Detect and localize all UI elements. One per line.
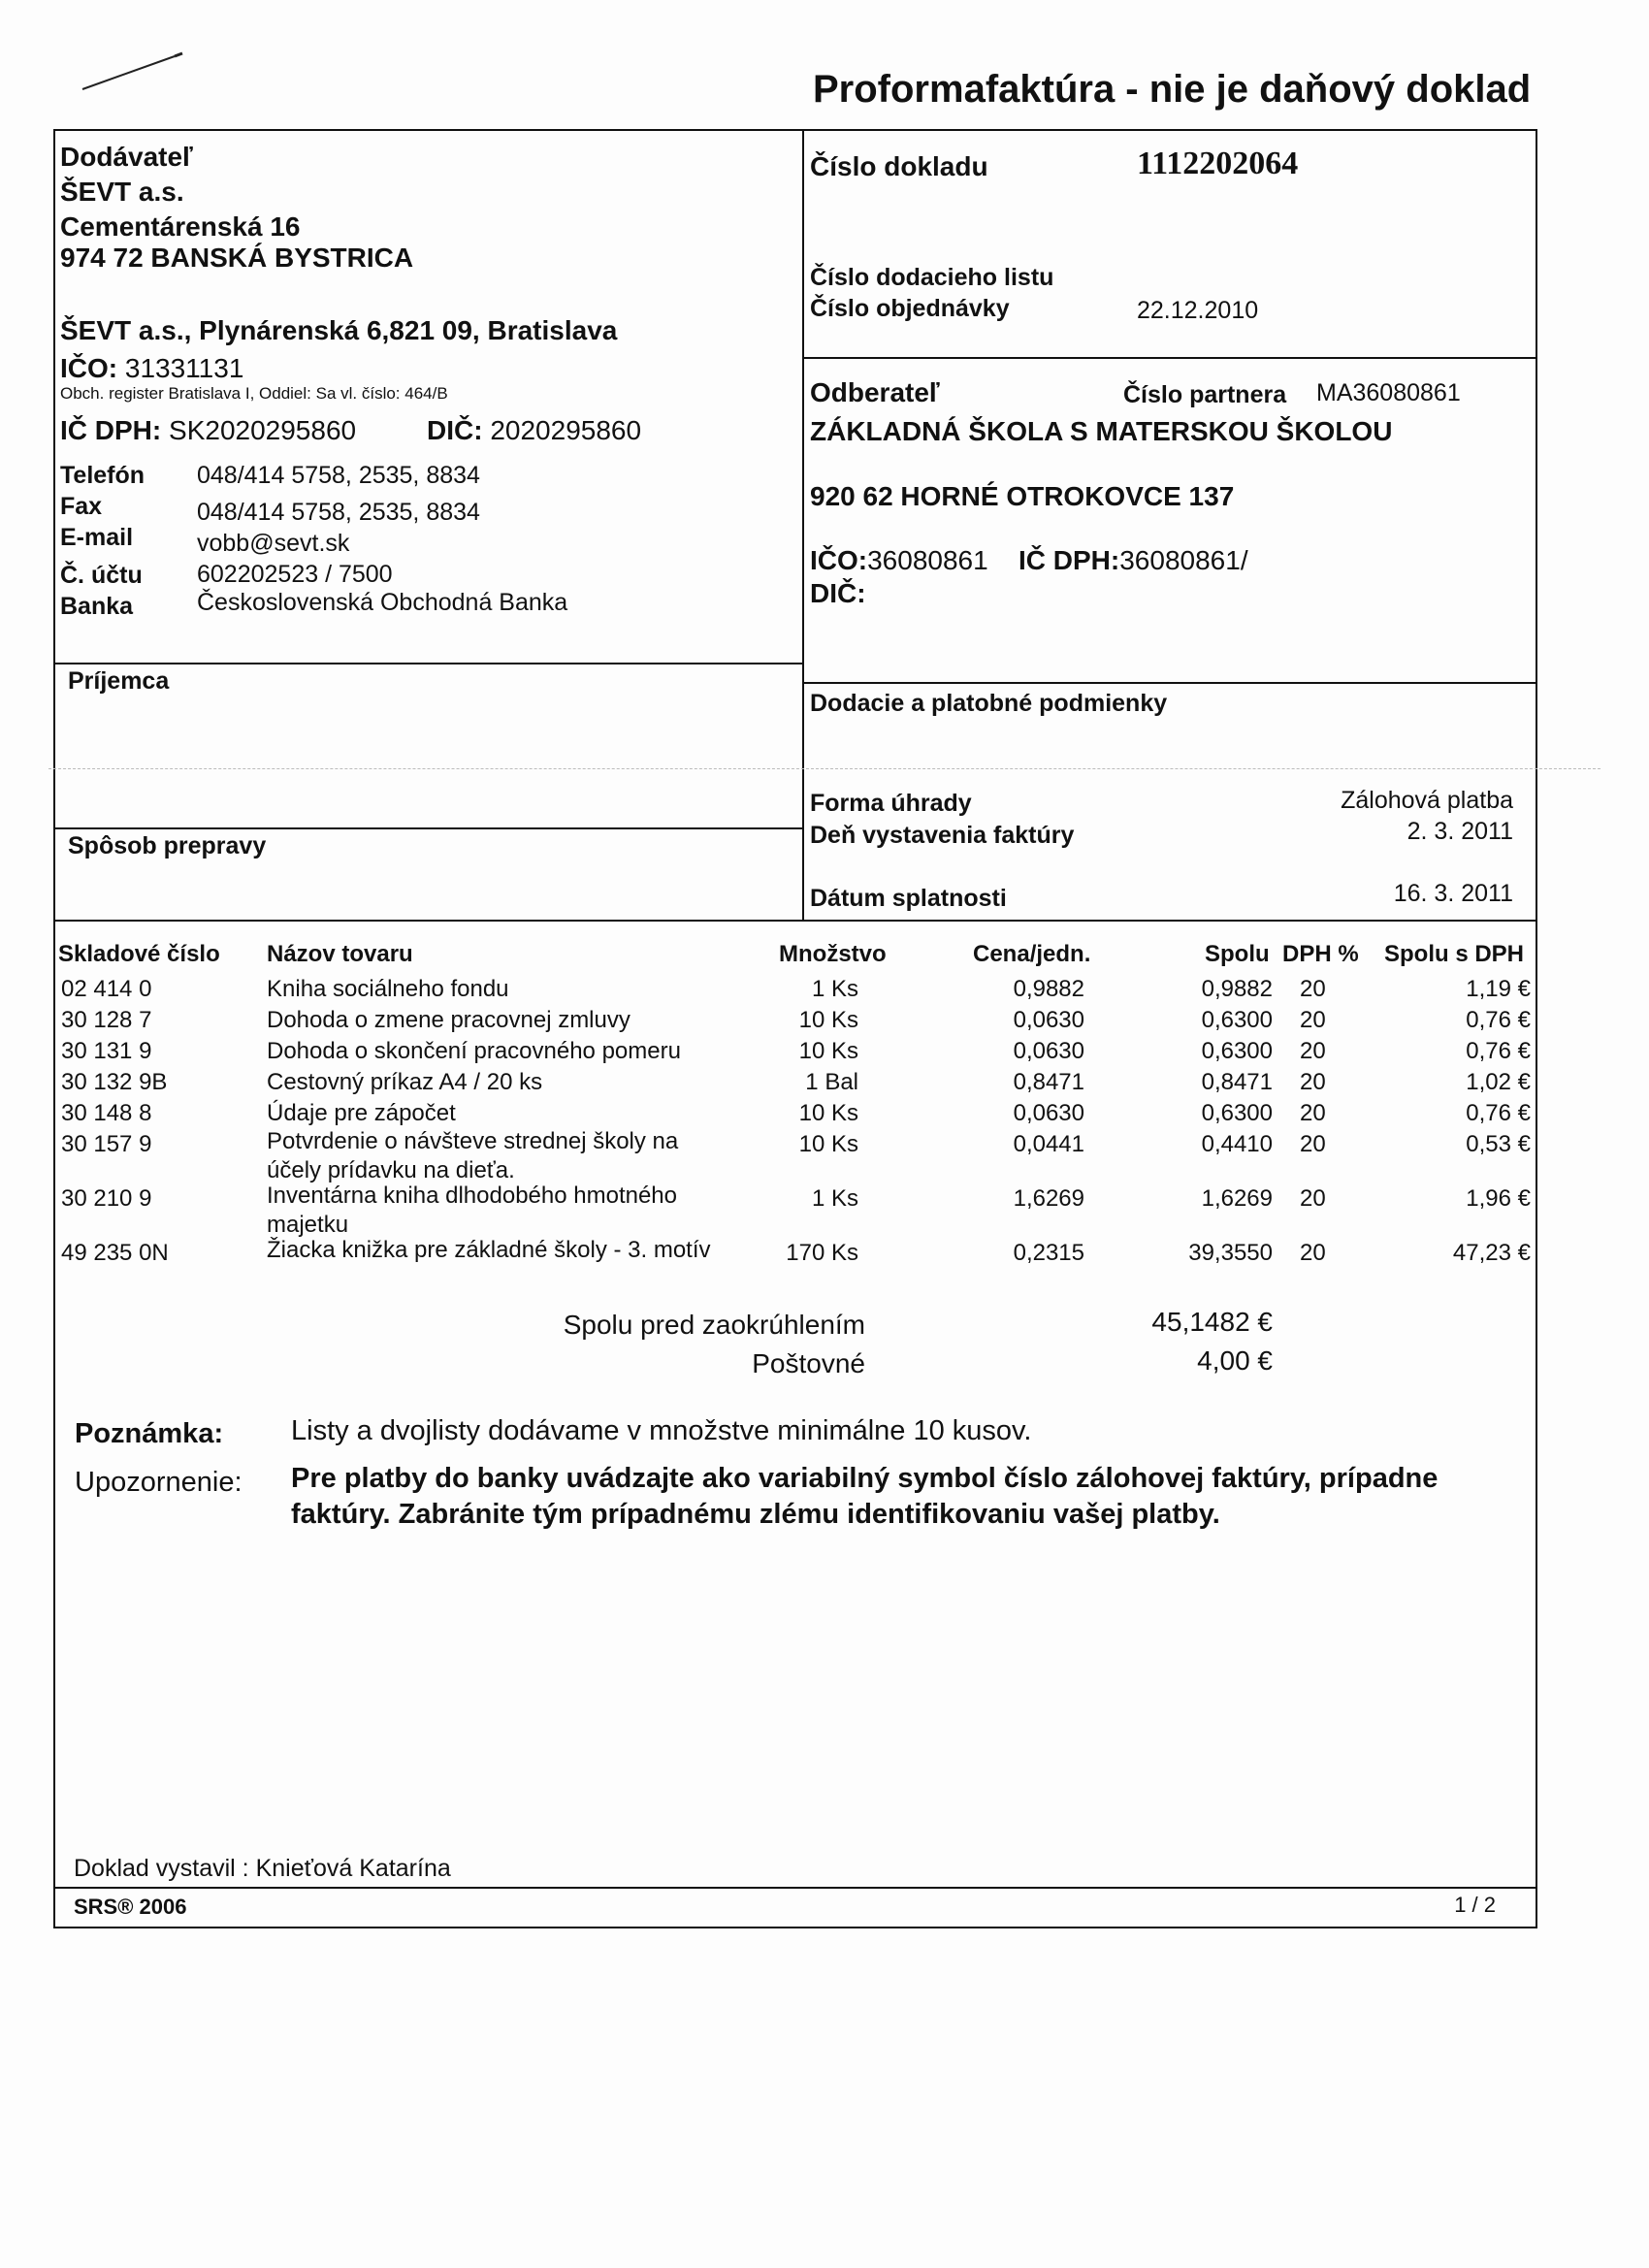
frame-right: [1536, 129, 1537, 1928]
cell-total: 1,6269: [1201, 1185, 1273, 1212]
cell-qty: 1 Ks: [811, 976, 858, 1002]
cell-qty: 1 Ks: [811, 1185, 858, 1212]
cell-unit-price: 0,0630: [1013, 1100, 1084, 1126]
cell-code: 30 131 9: [61, 1038, 152, 1064]
supplier-heading: Dodávateľ: [60, 142, 193, 172]
delivery-note-label: Číslo dodacieho listu: [810, 264, 1054, 291]
divider-recipient: [53, 663, 803, 664]
doc-number: 1112202064: [1137, 146, 1299, 181]
cell-name: Cestovný príkaz A4 / 20 ks: [267, 1069, 543, 1095]
document-title: Proformafaktúra - nie je daňový doklad: [813, 68, 1532, 111]
cell-qty: 10 Ks: [798, 1007, 858, 1033]
cell-name: Dohoda o skončení pracovného pomeru: [267, 1038, 681, 1064]
cell-total: 39,3550: [1188, 1240, 1273, 1266]
cell-unit-price: 0,0441: [1013, 1131, 1084, 1157]
cell-total: 0,8471: [1201, 1069, 1273, 1095]
customer-ic-dph-label: IČ DPH:: [1018, 545, 1120, 575]
customer-ico-label: IČO:: [810, 545, 868, 575]
partner-number: MA36080861: [1316, 379, 1461, 406]
cell-name: Dohoda o zmene pracovnej zmluvy: [267, 1007, 630, 1033]
cell-vat: 20: [1300, 1240, 1326, 1266]
col-header-total: Spolu: [1205, 941, 1270, 967]
terms-heading: Dodacie a platobné podmienky: [810, 690, 1168, 717]
frame-left: [53, 129, 55, 1928]
col-header-gross: Spolu s DPH: [1384, 941, 1525, 967]
frame-bottom-1: [53, 1887, 1537, 1889]
paper-fold: [48, 768, 1600, 769]
col-header-name: Názov tovaru: [267, 941, 413, 967]
cell-unit-price: 0,2315: [1013, 1240, 1084, 1266]
cell-code: 30 128 7: [61, 1007, 152, 1033]
cell-gross: 1,02 €: [1466, 1069, 1531, 1095]
postage-label: Poštovné: [752, 1348, 865, 1378]
customer-address: 920 62 HORNÉ OTROKOVCE 137: [810, 481, 1235, 511]
supplier-city: 974 72 BANSKÁ BYSTRICA: [60, 243, 414, 273]
cell-vat: 20: [1300, 976, 1326, 1002]
subtotal-value: 45,1482 €: [1151, 1307, 1273, 1337]
postage-value: 4,00 €: [1197, 1345, 1273, 1376]
note-label: Poznámka:: [75, 1418, 224, 1449]
supplier-ico-label: IČO:: [60, 353, 118, 383]
cell-name: Žiacka knižka pre základné školy - 3. motív: [267, 1237, 711, 1263]
cell-unit-price: 1,6269: [1013, 1185, 1084, 1212]
supplier-dic-value: 2020295860: [490, 415, 642, 445]
cell-gross: 0,76 €: [1466, 1007, 1531, 1033]
customer-ic-dph: [1018, 545, 1248, 576]
cell-unit-price: 0,9882: [1013, 976, 1084, 1002]
supplier-ic-dph: [60, 415, 356, 446]
cell-code: 30 210 9: [61, 1185, 152, 1212]
partner-label: Číslo partnera: [1123, 381, 1287, 408]
cell-gross: 0,76 €: [1466, 1100, 1531, 1126]
cell-total: 0,4410: [1201, 1131, 1273, 1157]
contact-label-fax: Fax: [60, 493, 103, 520]
contact-label-phone: Telefón: [60, 462, 146, 489]
customer-ic-dph-value: 36080861/: [1119, 545, 1248, 575]
cell-gross: 1,96 €: [1466, 1185, 1531, 1212]
order-date: 22.12.2010: [1137, 297, 1259, 324]
issued-by: [74, 1855, 451, 1883]
note-text: Listy a dvojlisty dodávame v množstve minimálne 10 kusov.: [291, 1415, 1032, 1446]
cell-qty: 1 Bal: [805, 1069, 858, 1095]
cell-qty: 10 Ks: [798, 1131, 858, 1157]
page-number: 1 / 2: [1454, 1893, 1496, 1917]
supplier-ic-dph-label: IČ DPH:: [60, 415, 162, 445]
cell-code: 02 414 0: [61, 976, 152, 1002]
col-header-qty: Množstvo: [779, 941, 887, 967]
customer-ico-value: 36080861: [867, 545, 988, 575]
cell-name: Potvrdenie o návšteve strednej školy na účely prídavku na dieťa.: [267, 1128, 679, 1183]
subtotal-label: Spolu pred zaokrúhlením: [563, 1310, 865, 1340]
supplier-dic: [427, 415, 641, 446]
cell-unit-price: 0,8471: [1013, 1069, 1084, 1095]
customer-heading: Odberateľ: [810, 377, 940, 407]
supplier-dic-label: DIČ:: [427, 415, 483, 445]
cell-gross: 0,76 €: [1466, 1038, 1531, 1064]
cell-gross: 47,23 €: [1452, 1240, 1531, 1266]
due-date-label: Dátum splatnosti: [810, 885, 1007, 912]
cell-code: 30 148 8: [61, 1100, 152, 1126]
doc-number-label: Číslo dokladu: [810, 151, 988, 181]
cell-total: 0,9882: [1201, 976, 1273, 1002]
cell-name: Inventárna kniha dlhodobého hmotného majetku: [267, 1183, 677, 1238]
cell-total: 0,6300: [1201, 1038, 1273, 1064]
warning-line-2: faktúry. Zabránite tým prípadnému zlému identifikovaniu vašej platby.: [291, 1499, 1220, 1530]
software-label: SRS® 2006: [74, 1895, 187, 1919]
col-header-unit-price: Cena/jedn.: [973, 941, 1091, 967]
supplier-ic-dph-value: SK2020295860: [169, 415, 357, 445]
issued-by-label: Doklad vystavil :: [74, 1855, 249, 1882]
supplier-register: Obch. register Bratislava I, Oddiel: Sa vl. číslo: 464/B: [60, 384, 448, 403]
transport-label: Spôsob prepravy: [68, 832, 267, 859]
cell-vat: 20: [1300, 1185, 1326, 1212]
supplier-branch: ŠEVT a.s., Plynárenská 6,821 09, Bratislava: [60, 315, 618, 345]
cell-code: 49 235 0N: [61, 1240, 169, 1266]
cell-qty: 10 Ks: [798, 1100, 858, 1126]
cell-name: Údaje pre zápočet: [267, 1100, 456, 1126]
contact-label-email: E-mail: [60, 524, 134, 551]
cell-total: 0,6300: [1201, 1007, 1273, 1033]
issued-by-name: Knieťová Katarína: [255, 1855, 451, 1882]
cell-name: Kniha sociálneho fondu: [267, 976, 509, 1002]
customer-dic-label: DIČ:: [810, 578, 866, 608]
cell-gross: 1,19 €: [1466, 976, 1531, 1002]
warning-label: Upozornenie:: [75, 1467, 242, 1498]
order-label: Číslo objednávky: [810, 295, 1010, 322]
customer-ico: [810, 545, 988, 576]
col-header-vat: DPH %: [1282, 941, 1359, 967]
pen-mark: [78, 49, 184, 97]
divider-table: [53, 920, 1537, 922]
contact-label-bank: Banka: [60, 593, 134, 620]
cell-qty: 170 Ks: [786, 1240, 858, 1266]
cell-total: 0,6300: [1201, 1100, 1273, 1126]
warning-line-1: Pre platby do banky uvádzajte ako variabilný symbol číslo zálohovej faktúry, prípadne: [291, 1463, 1439, 1494]
supplier-street: Cementárenská 16: [60, 211, 301, 242]
frame-top: [53, 129, 1537, 131]
contact-value-fax: 048/414 5758, 2535, 8834: [197, 499, 480, 526]
recipient-label: Príjemca: [68, 667, 170, 695]
contact-value-email: vobb@sevt.sk: [197, 530, 350, 557]
contact-value-phone: 048/414 5758, 2535, 8834: [197, 462, 480, 489]
col-header-code: Skladové číslo: [58, 941, 220, 967]
cell-vat: 20: [1300, 1007, 1326, 1033]
divider-customer: [802, 357, 1537, 359]
divider-terms: [802, 682, 1537, 684]
cell-vat: 20: [1300, 1069, 1326, 1095]
due-date: 16. 3. 2011: [1393, 880, 1513, 907]
cell-vat: 20: [1300, 1131, 1326, 1157]
cell-code: 30 132 9B: [61, 1069, 168, 1095]
cell-unit-price: 0,0630: [1013, 1007, 1084, 1033]
cell-vat: 20: [1300, 1038, 1326, 1064]
divider-transport: [53, 827, 803, 829]
cell-code: 30 157 9: [61, 1131, 152, 1157]
supplier-ico-value: 31331131: [124, 353, 244, 383]
cell-unit-price: 0,0630: [1013, 1038, 1084, 1064]
contact-value-bank: Československá Obchodná Banka: [197, 589, 568, 616]
supplier-name: ŠEVT a.s.: [60, 177, 184, 207]
cell-vat: 20: [1300, 1100, 1326, 1126]
payment-value: Zálohová platba: [1341, 787, 1513, 814]
issue-date-label: Deň vystavenia faktúry: [810, 822, 1075, 849]
payment-label: Forma úhrady: [810, 790, 972, 817]
frame-bottom-2: [53, 1927, 1537, 1928]
contact-value-account: 602202523 / 7500: [197, 561, 393, 588]
cell-qty: 10 Ks: [798, 1038, 858, 1064]
frame-middle: [802, 129, 804, 920]
supplier-ico: [60, 353, 243, 384]
issue-date: 2. 3. 2011: [1406, 818, 1513, 845]
customer-name: ZÁKLADNÁ ŠKOLA S MATERSKOU ŠKOLOU: [810, 416, 1393, 446]
cell-gross: 0,53 €: [1466, 1131, 1531, 1157]
contact-label-account: Č. účtu: [60, 562, 143, 589]
